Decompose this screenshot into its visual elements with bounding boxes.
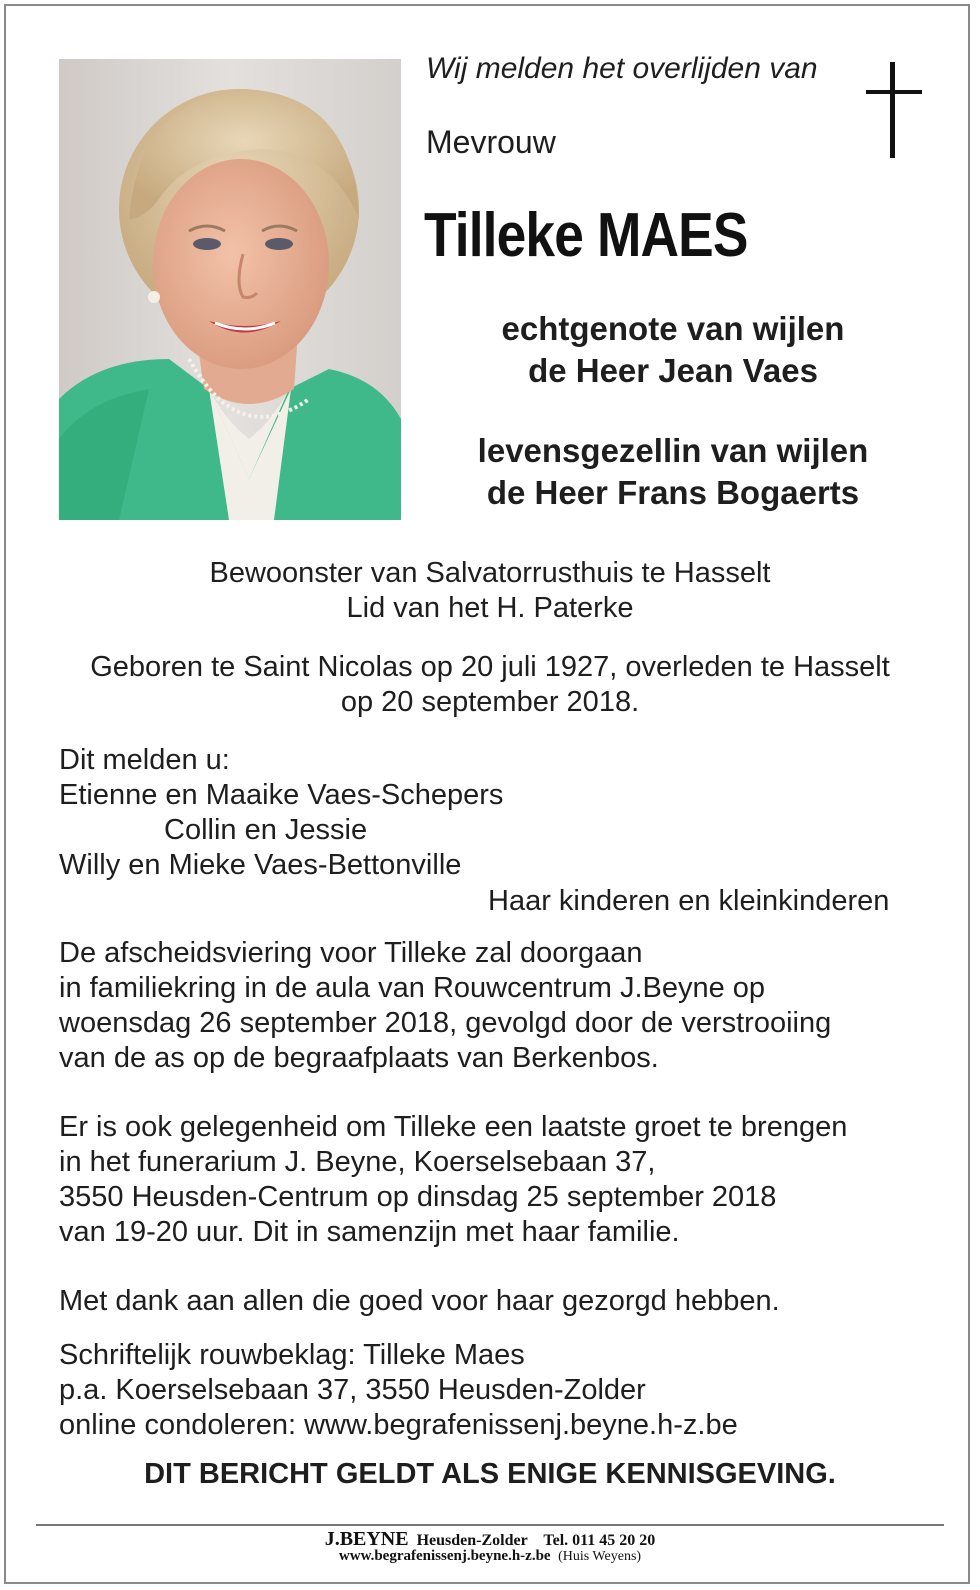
relation-partner [418,430,928,514]
visitation-paragraph [59,1110,847,1250]
latin-cross-icon [866,62,922,158]
funeral-home-location: Heusden-Zolder [416,1532,528,1549]
announcers-closing: Haar kinderen en kleinkinderen [488,885,890,917]
relation-line: levensgezellin van wijlen [477,432,869,469]
birth-death-block [40,650,940,720]
condolence-website-link[interactable]: online condoleren: www.begrafenissenj.beyne.h-z.be [59,1409,738,1441]
funeral-home-phone: Tel. 011 45 20 20 [543,1532,656,1549]
condolence-block [59,1338,738,1443]
deceased-name: Tilleke MAES [424,201,748,270]
announcer-name: Etienne en Maaike Vaes-Schepers [59,779,504,811]
thanks-text: Met dank aan allen die goed voor haar gezorgd hebben. [59,1285,780,1317]
relation-spouse [418,308,928,392]
intro-text: Wij melden het overlijden van [426,52,818,85]
sole-notice-text: DIT BERICHT GELDT ALS ENIGE KENNISGEVING. [144,1458,836,1490]
funeral-home-brand: J.BEYNE [324,1528,409,1550]
visitation-line: in het funerarium J. Beyne, Koerselsebaan 37, [59,1146,656,1178]
relation-line: de Heer Jean Vaes [528,352,818,389]
funeral-home-house: (Huis Weyens) [558,1549,642,1564]
death-date-line: op 20 september 2018. [340,686,640,718]
relation-line: de Heer Frans Bogaerts [486,474,860,511]
announcer-name: Willy en Mieke Vaes-Bettonville [59,849,462,881]
footer-divider [36,1524,944,1526]
residence-line: Bewoonster van Salvatorrusthuis te Hasselt [209,557,771,589]
ceremony-line: van de as op de begraafplaats van Berkenbos. [59,1042,659,1074]
ceremony-line: woensdag 26 september 2018, gevolgd door de verstrooiing [59,1007,832,1039]
residence-block [40,556,940,626]
honorific: Mevrouw [426,124,556,160]
ceremony-paragraph [59,936,831,1076]
visitation-line: 3550 Heusden-Centrum op dinsdag 25 september 2018 [59,1181,777,1213]
announcer-name: Collin en Jessie [164,814,368,846]
condolence-address: p.a. Koerselsebaan 37, 3550 Heusden-Zolder [59,1374,646,1406]
relation-line: echtgenote van wijlen [501,310,845,347]
birth-death-line: Geboren te Saint Nicolas op 20 juli 1927, overleden te Hasselt [90,651,890,683]
visitation-line: Er is ook gelegenheid om Tilleke een laatste groet te brengen [59,1111,848,1143]
footer-line-2 [0,1548,980,1565]
ceremony-line: De afscheidsviering voor Tilleke zal doorgaan [59,937,643,969]
ceremony-line: in familiekring in de aula van Rouwcentrum J.Beyne op [59,972,766,1004]
funeral-home-website-link[interactable]: www.begrafenissenj.beyne.h-z.be [338,1548,551,1564]
condolence-line: Schriftelijk rouwbeklag: Tilleke Maes [59,1339,525,1371]
membership-line: Lid van het H. Paterke [346,592,634,624]
portrait-photo [59,59,401,520]
announcers-heading: Dit melden u: [59,744,230,776]
visitation-line: van 19-20 uur. Dit in samenzijn met haar familie. [59,1216,680,1248]
